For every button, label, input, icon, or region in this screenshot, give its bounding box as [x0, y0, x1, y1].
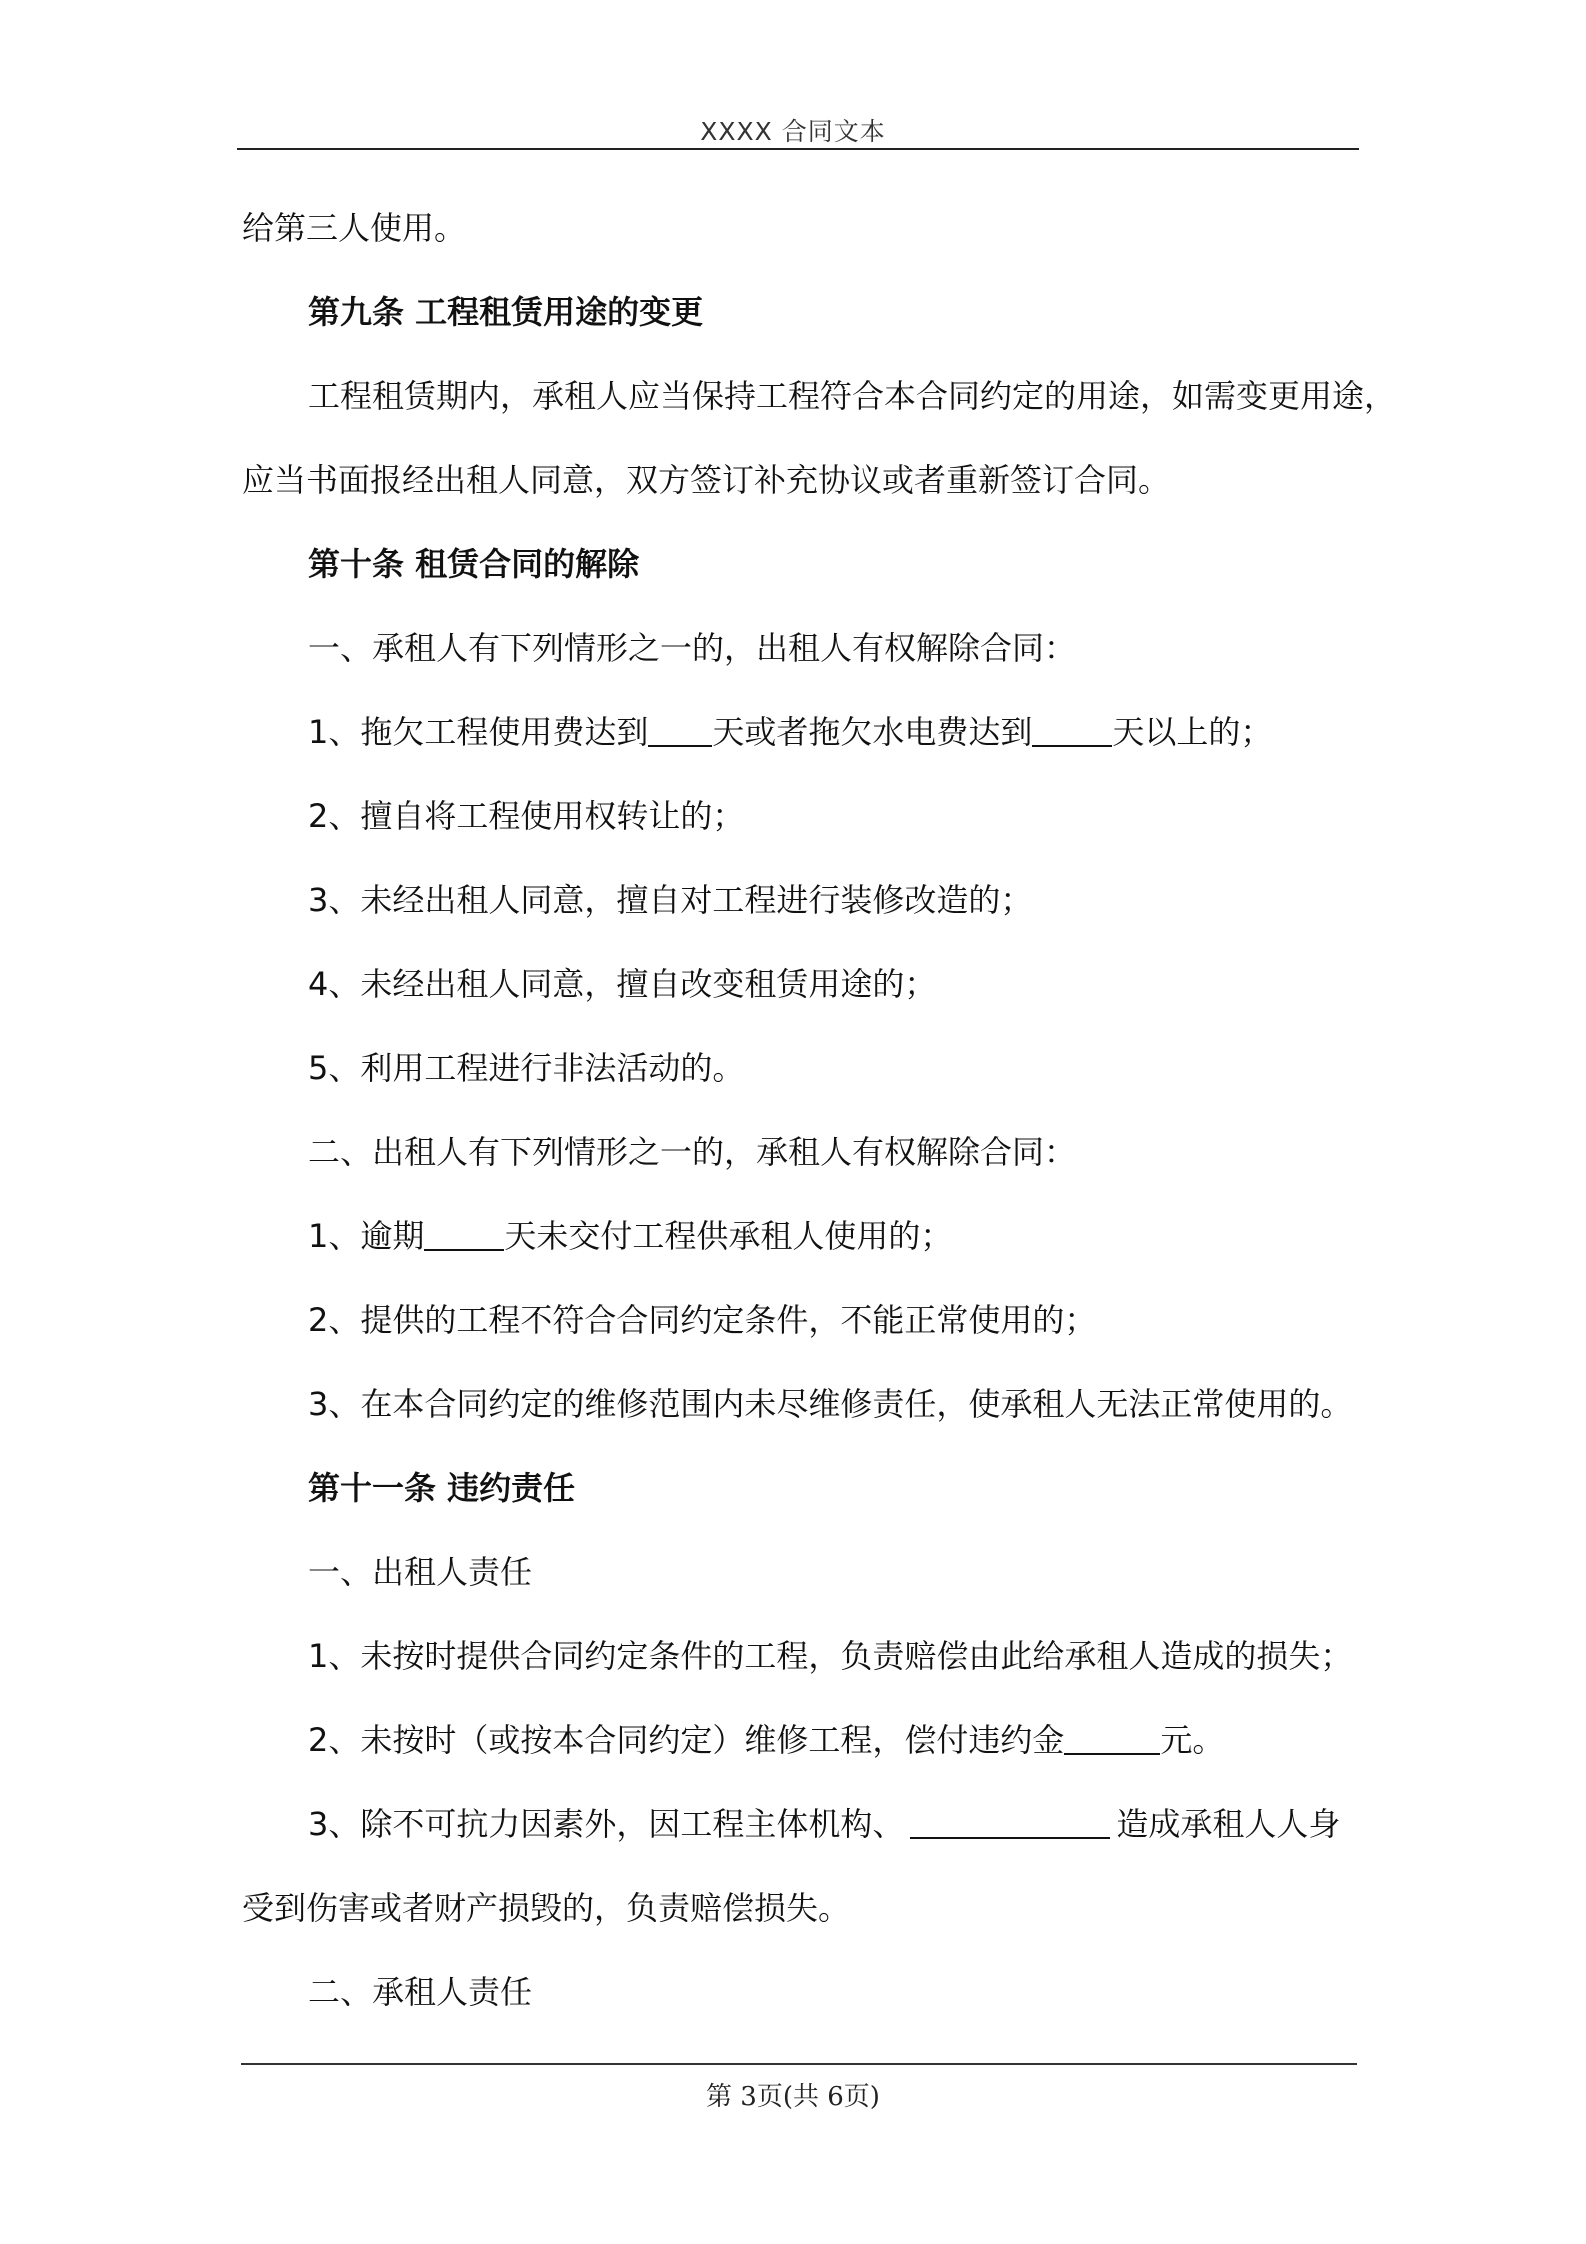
fill-blank[interactable] — [424, 1217, 504, 1251]
article-11-heading: 第十一条 违约责任 — [308, 1469, 576, 1507]
fill-blank[interactable] — [648, 713, 712, 747]
fill-blank[interactable] — [1032, 713, 1112, 747]
clause-item: 3、未经出租人同意，擅自对工程进行装修改造的； — [308, 881, 1033, 919]
clause-text: 造成承租人人身 — [1116, 1805, 1341, 1843]
clause-text: 3、除不可抗力因素外，因工程主体机构、 — [308, 1805, 905, 1843]
clause-item: 2、提供的工程不符合合同约定条件，不能正常使用的； — [308, 1301, 1097, 1339]
clause-item — [308, 1720, 1224, 1760]
clause-text: 1、逾期 — [308, 1217, 425, 1255]
clause-heading: 二、出租人有下列情形之一的，承租人有权解除合同： — [308, 1133, 1077, 1171]
clause-heading: 一、承租人有下列情形之一的，出租人有权解除合同： — [308, 629, 1077, 667]
header-divider — [237, 148, 1359, 150]
fill-blank[interactable] — [910, 1805, 1110, 1839]
article-10-heading: 第十条 租赁合同的解除 — [308, 545, 640, 583]
clause-item — [308, 712, 1272, 752]
clause-text: 元。 — [1160, 1721, 1225, 1759]
paragraph-line: 工程租赁期内，承租人应当保持工程符合本合同约定的用途，如需变更用途， — [308, 377, 1397, 415]
clause-item: 2、擅自将工程使用权转让的； — [308, 797, 745, 835]
clause-text: 天未交付工程供承租人使用的； — [504, 1217, 953, 1255]
clause-item — [308, 1804, 1340, 1844]
paragraph-line: 给第三人使用。 — [242, 209, 467, 247]
footer-divider — [241, 2063, 1357, 2065]
clause-heading: 二、承租人责任 — [308, 1973, 533, 2011]
page-header-title: XXXX 合同文本 — [700, 117, 886, 146]
clause-item: 5、利用工程进行非法活动的。 — [308, 1049, 745, 1087]
clause-item: 3、在本合同约定的维修范围内未尽维修责任，使承租人无法正常使用的。 — [308, 1385, 1353, 1423]
page-number: 第 3页(共 6页) — [706, 2082, 880, 2112]
clause-item — [308, 1216, 952, 1256]
clause-item: 4、未经出租人同意，擅自改变租赁用途的； — [308, 965, 937, 1003]
clause-text: 天或者拖欠水电费达到 — [712, 713, 1033, 751]
paragraph-line: 应当书面报经出租人同意，双方签订补充协议或者重新签订合同。 — [242, 461, 1171, 499]
fill-blank[interactable] — [1064, 1721, 1160, 1755]
clause-text: 1、拖欠工程使用费达到 — [308, 713, 649, 751]
paragraph-line: 受到伤害或者财产损毁的，负责赔偿损失。 — [242, 1889, 851, 1927]
clause-text: 2、未按时（或按本合同约定）维修工程，偿付违约金 — [308, 1721, 1065, 1759]
clause-item: 1、未按时提供合同约定条件的工程，负责赔偿由此给承租人造成的损失； — [308, 1637, 1353, 1675]
clause-text: 天以上的； — [1112, 713, 1273, 751]
clause-heading: 一、出租人责任 — [308, 1553, 533, 1591]
article-9-heading: 第九条 工程租赁用途的变更 — [308, 293, 704, 331]
